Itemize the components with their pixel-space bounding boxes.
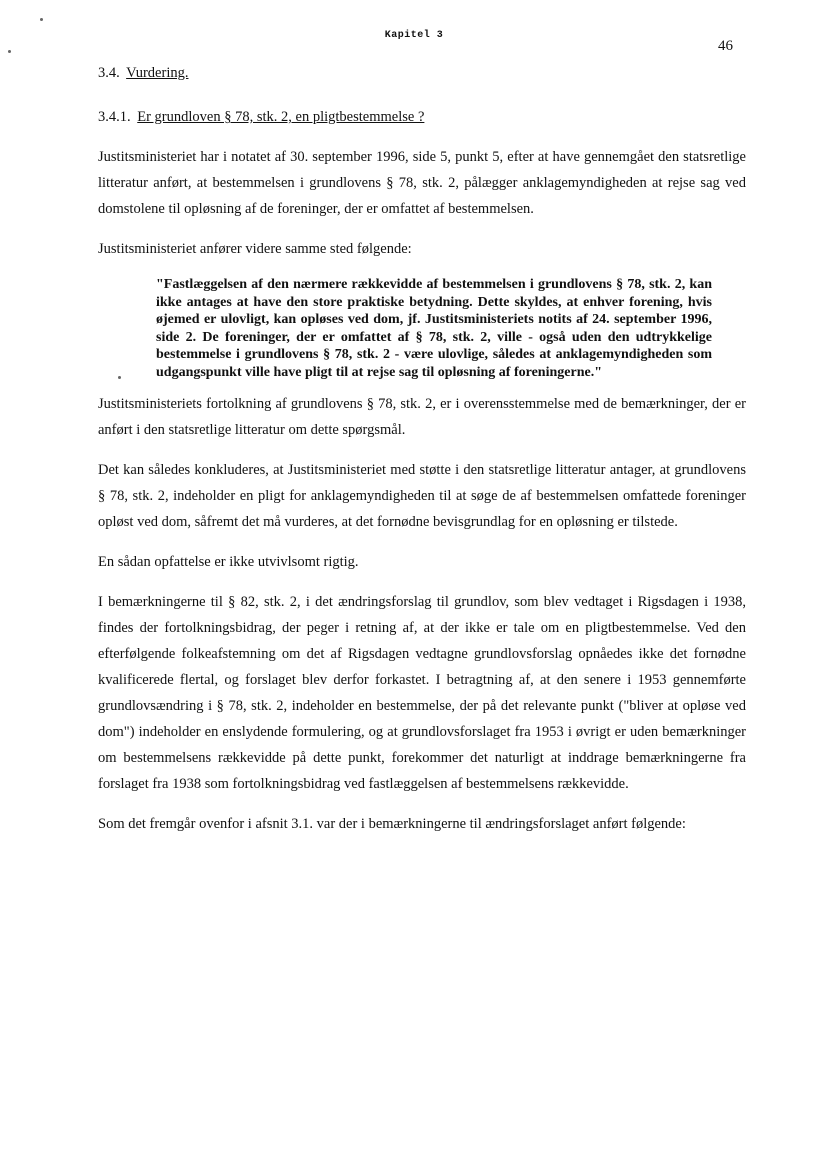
section-heading <box>98 60 746 86</box>
paragraph: Justitsministeriets fortolkning af grundlovens § 78, stk. 2, er i overensstemmelse med de bemærkninger, der er anført i den statsretlige litteratur om dette spørgsmål. <box>98 396 746 438</box>
running-header: Kapitel 3 <box>384 30 444 41</box>
page-number: 46 <box>718 38 733 54</box>
paragraph: I bemærkningerne til § 82, stk. 2, i det ændringsforslag til grundlov, som blev vedtaget i Rigsdagen i 1938, findes der fortolkningsbidrag, der peger i retning af, at der ikke er tale om en pligtbestemmelse. Ved den efterfølgende folkeafstemning om det af Rigsdagen vedtagne grundlovsforslag opnåedes ikke det fornødne kvalificerede flertal, og forslaget blev derfor forkastet. I betragtning af, at den senere i 1953 gennemførte grundlovsændring i § 78, stk. 2, indeholder en bestemmelse, der på det relevante punkt ("bliver at opløse ved dom") indeholder en enslydende formulering, og at grundlovsforslaget fra 1953 i øvrigt er uden bemærkninger om bestemmelsens rækkevidde på dette punkt, forekommer det naturligt at inddrage bemærkningerne fra forslaget fra 1938 som fortolkningsbidrag ved fastlæggelsen af bestemmelsens rækkevidde. <box>98 594 746 792</box>
section-title: Vurdering. <box>126 65 189 81</box>
subsection-title: Er grundloven § 78, stk. 2, en pligtbestemmelse ? <box>137 109 425 125</box>
block-quote: "Fastlæggelsen af den nærmere rækkevidde af bestemmelsen i grundlovens § 78, stk. 2, kan ikke antages at have den store praktiske betydning. Dette skyldes, at enhver forening, hvis øjemed er ulovligt, kan opløses ved dom, jf. Justitsministeriets notits af 24. september 1996, side 2. De foreninger, der er omfattet af § 78, stk. 2, ville - også uden den udtrykkelige bestemmelse i grundlovens § 78, stk. 2 - være ulovlige, således at anklagemyndigheden som udgangspunkt ville have pligt til at rejse sag til opløsning af foreningerne." <box>156 277 712 380</box>
paragraph: Justitsministeriet anfører videre samme sted følgende: <box>98 241 412 257</box>
paragraph: Justitsministeriet har i notatet af 30. september 1996, side 5, punkt 5, efter at have gennemgået den statsretlige litteratur anført, at bestemmelsen i grundlovens § 78, stk. 2, pålægger anklagemyndigheden at rejse sag ved domstolene til opløsning af de foreninger, der er omfattet af bestemmelsen. <box>98 149 746 217</box>
scan-speck <box>8 50 11 53</box>
subsection-heading <box>98 104 746 130</box>
section-number: 3.4. <box>98 65 120 81</box>
paragraph: Som det fremgår ovenfor i afsnit 3.1. var der i bemærkningerne til ændringsforslaget anført følgende: <box>98 816 686 832</box>
paragraph: En sådan opfattelse er ikke utvivlsomt rigtig. <box>98 554 359 570</box>
paragraph: Det kan således konkluderes, at Justitsministeriet med støtte i den statsretlige litteratur antager, at grundlovens § 78, stk. 2, indeholder en pligt for anklagemyndigheden til at søge de af bestemmelsen omfattede foreninger opløst ved dom, såfremt det må vurderes, at det fornødne bevisgrundlag for en opløsning er tilstede. <box>98 462 746 530</box>
scan-speck <box>40 18 43 21</box>
subsection-number: 3.4.1. <box>98 109 131 125</box>
document-body <box>98 60 746 851</box>
